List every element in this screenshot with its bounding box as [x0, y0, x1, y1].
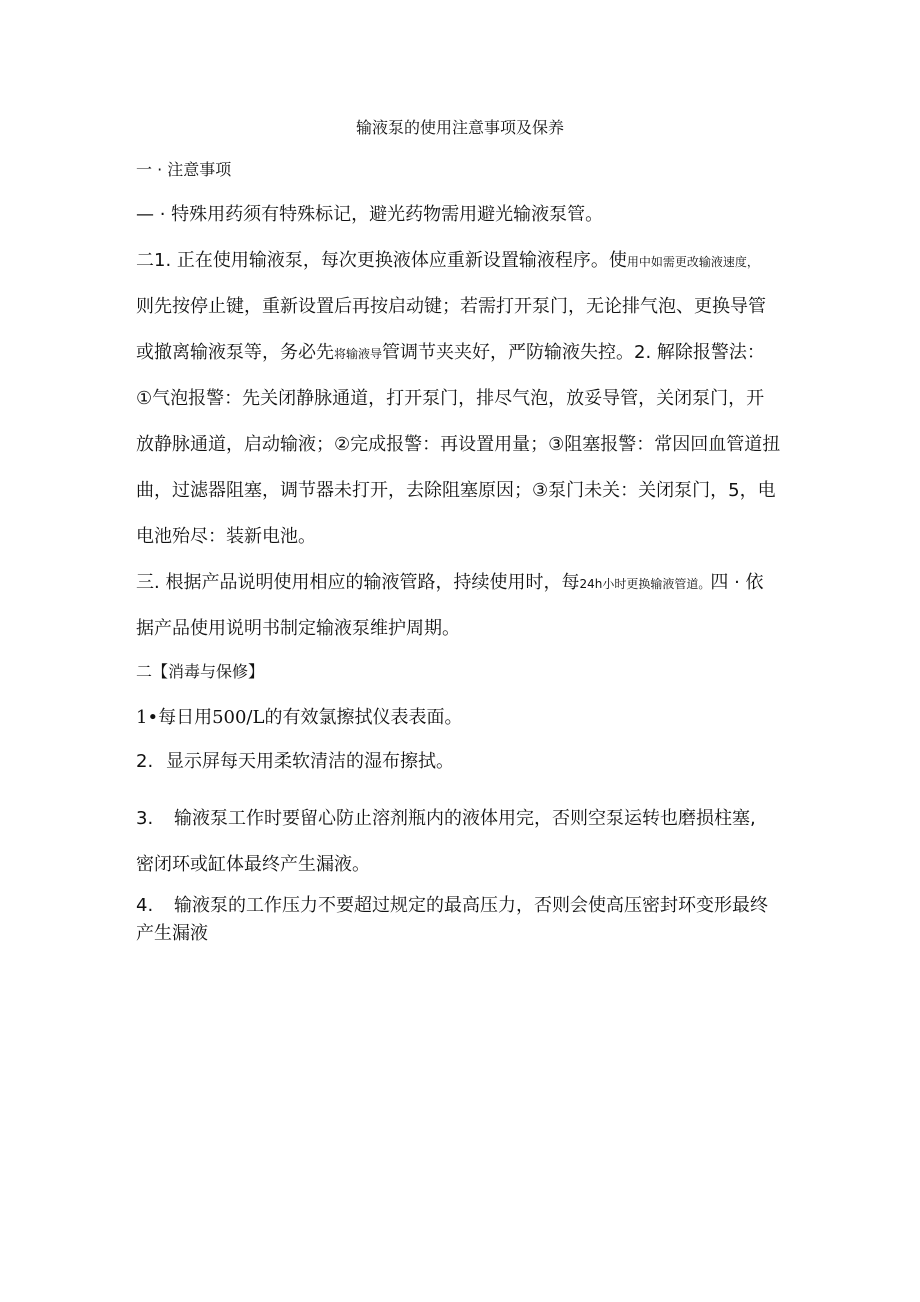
list-item-text: 1•每日用500/L的有效氯擦拭仪表表面。	[136, 707, 463, 728]
paragraph-line	[136, 330, 796, 376]
text-run: 管调节夹夹好，严防输液失控。2. 解除报警法：	[382, 342, 765, 363]
paragraph-special-marking	[136, 192, 796, 238]
list-item	[136, 750, 796, 774]
list-item	[136, 892, 796, 948]
paragraph-line: 放静脉通道，启动输液；②完成报警：再设置用量；③阻塞报警：常因回血管道扭	[136, 434, 781, 455]
list-item-number: 3.	[136, 808, 154, 829]
paragraph-line	[136, 238, 796, 284]
section-heading-maintenance: 二【消毒与保修】	[136, 662, 265, 681]
text-run: 四 · 依	[710, 572, 764, 593]
paragraph-line	[136, 560, 796, 606]
paragraph-tubing	[136, 560, 796, 652]
list-item	[136, 796, 796, 888]
text-run: 或撤离输液泵等，务必先	[136, 342, 334, 363]
small-text-run: 用中如需更改输液速度，	[626, 255, 759, 269]
list-item-number: 2.	[136, 751, 154, 772]
paragraph-line: 密闭环或缸体最终产生漏液。	[136, 854, 370, 875]
paragraph-usage	[136, 238, 796, 560]
paragraph-line: 则先按停止键，重新设置后再按启动键；若需打开泵门，无论排气泡、更换导管	[136, 296, 766, 317]
small-text-run: 将输液导	[334, 347, 383, 361]
paragraph-line	[136, 892, 796, 920]
list-item-text: 显示屏每天用柔软清洁的湿布擦拭。	[166, 751, 454, 772]
list-item-number: 4.	[136, 895, 154, 916]
text-run: 二1. 正在使用输液泵，每次更换液体应重新设置输液程序。使	[136, 250, 627, 271]
list-item-text: 输液泵的工作压力不要超过规定的最高压力，否则会使高压密封环变形最终	[174, 895, 768, 916]
list-item	[136, 706, 796, 730]
paragraph-line	[136, 796, 796, 842]
paragraph-line: 据产品使用说明书制定输液泵维护周期。	[136, 618, 460, 639]
paragraph-line: — · 特殊用药须有特殊标记，避光药物需用避光输液泵管。	[136, 204, 604, 225]
document-title: 输液泵的使用注意事项及保养	[355, 118, 564, 137]
paragraph-line: 产生漏液	[136, 923, 208, 944]
paragraph-line: 曲，过滤器阻塞，调节器未打开，去除阻塞原因；③泵门未关：关闭泵门，5，电	[136, 480, 776, 501]
small-text-run: 24h小时更换输液管道。	[579, 577, 711, 591]
list-item-text: 输液泵工作时要留心防止溶剂瓶内的液体用完，否则空泵运转也磨损柱塞,	[174, 808, 756, 829]
paragraph-line: 电池殆尽：装新电池。	[136, 526, 316, 547]
section-heading-notes: 一 · 注意事项	[136, 160, 232, 179]
paragraph-line: ①气泡报警：先关闭静脉通道，打开泵门，排尽气泡，放妥导管，关闭泵门，开	[136, 388, 765, 409]
text-run: 三. 根据产品说明使用相应的输液管路，持续使用时，每	[136, 572, 580, 593]
